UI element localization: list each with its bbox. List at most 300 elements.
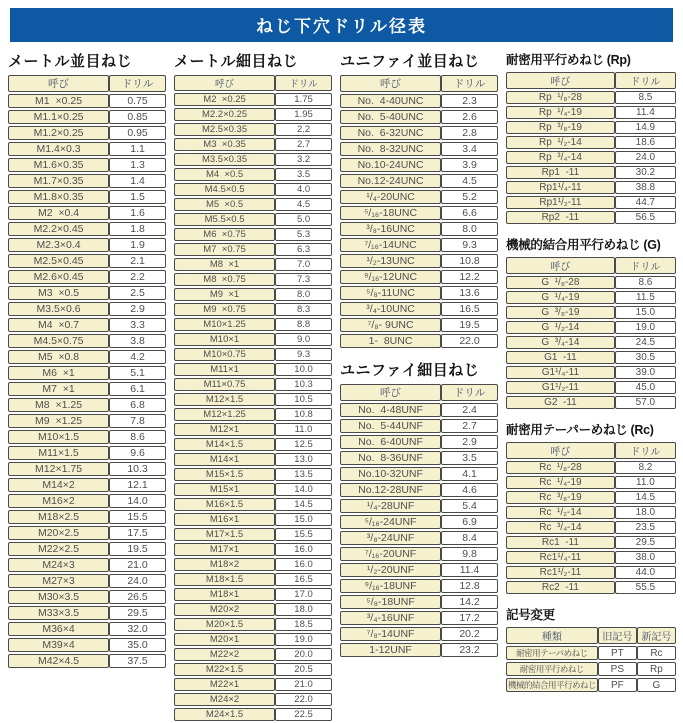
value-cell: 14.5 [275, 498, 332, 511]
thread-designation-cell: M2.5×0.35 [174, 123, 275, 136]
table-row [174, 303, 332, 316]
thread-designation-cell: M18×1 [174, 588, 275, 601]
value-cell: 2.2 [109, 270, 166, 284]
thread-designation-cell: G1¹/₄-11 [506, 366, 615, 379]
table-row [340, 126, 498, 140]
table-row [8, 222, 166, 236]
thread-designation-cell: M8 ×1 [174, 258, 275, 271]
table-row [8, 94, 166, 108]
value-cell: 8.8 [275, 318, 332, 331]
value-cell: 6.9 [441, 515, 498, 529]
value-cell: 10.8 [441, 254, 498, 268]
thread-designation-cell: M11×1 [174, 363, 275, 376]
value-cell: 18.0 [615, 506, 676, 519]
table-row [506, 211, 676, 224]
value-cell: 44.0 [615, 566, 676, 579]
table-row [174, 318, 332, 331]
table-row [340, 643, 498, 657]
table-row [8, 206, 166, 220]
value-cell: 2.9 [109, 302, 166, 316]
value-cell: 10.5 [275, 393, 332, 406]
table-row [8, 494, 166, 508]
thread-designation-cell: M9 ×0.75 [174, 303, 275, 316]
table-header-row [506, 72, 676, 89]
thread-designation-cell: M22×2 [174, 648, 275, 661]
value-cell: 0.75 [109, 94, 166, 108]
table-row [174, 138, 332, 151]
value-cell: 1.1 [109, 142, 166, 156]
value-cell: 15.0 [275, 513, 332, 526]
section-title-metric-fine: メートル細目ねじ [174, 53, 299, 70]
thread-designation-cell: M2.2×0.45 [8, 222, 109, 236]
value-cell: 18.5 [275, 618, 332, 631]
thread-designation-cell: M8 ×0.75 [174, 273, 275, 286]
thread-designation-cell: M14×1 [174, 453, 275, 466]
thread-designation-cell: M3.5×0.6 [8, 302, 109, 316]
value-cell: 13.5 [275, 468, 332, 481]
value-cell: 9.6 [109, 446, 166, 460]
value-cell: 19.0 [275, 633, 332, 646]
column-pipe-threads [506, 47, 676, 694]
table-row [8, 478, 166, 492]
value-cell: 3.8 [109, 334, 166, 348]
value-cell: 7.3 [275, 273, 332, 286]
thread-designation-cell: Rp ³/₄-14 [506, 151, 615, 164]
value-cell: 4.5 [441, 174, 498, 188]
thread-designation-cell: ⁵/₈-18UNF [340, 595, 441, 609]
table-row [340, 531, 498, 545]
value-cell: 55.5 [615, 581, 676, 594]
table-row [8, 190, 166, 204]
thread-designation-cell: M6 ×0.75 [174, 228, 275, 241]
thread-designation-cell: M1 ×0.25 [8, 94, 109, 108]
table-row [506, 491, 676, 504]
thread-designation-cell: M12×1 [174, 423, 275, 436]
value-cell: 14.0 [275, 483, 332, 496]
table-row [506, 351, 676, 364]
value-cell: 16.0 [275, 558, 332, 571]
value-cell: 15.0 [615, 306, 676, 319]
table-row [8, 638, 166, 652]
thread-designation-cell: M16×1.5 [174, 498, 275, 511]
thread-designation-cell: No.12-24UNC [340, 174, 441, 188]
table-row [174, 648, 332, 661]
value-cell: 14.5 [615, 491, 676, 504]
thread-designation-cell: Rp ¹/₄-19 [506, 106, 615, 119]
table-row [8, 126, 166, 140]
thread-designation-cell: M11×1.5 [8, 446, 109, 460]
value-cell: 8.6 [615, 276, 676, 289]
value-cell: 56.5 [615, 211, 676, 224]
table-row [340, 94, 498, 108]
table-row [174, 468, 332, 481]
table-row [340, 174, 498, 188]
table-row [340, 190, 498, 204]
value-cell: 45.0 [615, 381, 676, 394]
value-cell: 11.0 [275, 423, 332, 436]
value-cell: 2.5 [109, 286, 166, 300]
thread-designation-cell: 機械的結合用平行めねじ [508, 680, 597, 690]
table-row [340, 110, 498, 124]
table-row [8, 462, 166, 476]
thread-designation-cell: Rc1¹/₂-11 [506, 566, 615, 579]
value-cell: 11.4 [615, 106, 676, 119]
thread-designation-cell: M3 ×0.35 [174, 138, 275, 151]
thread-designation-cell: M36×4 [8, 622, 109, 636]
column-header: ドリル [275, 75, 332, 91]
section-title-unified-coarse: ユニファイ並目ねじ [340, 53, 480, 70]
table-row [506, 396, 676, 409]
value-cell: 3.9 [441, 158, 498, 172]
value-cell: 26.5 [109, 590, 166, 604]
value-cell: 8.0 [275, 288, 332, 301]
column-header: 呼び [506, 442, 615, 459]
table-row [174, 708, 332, 721]
table-row [506, 321, 676, 334]
table-row [8, 366, 166, 380]
table-row [506, 662, 676, 676]
table-row [506, 91, 676, 104]
thread-designation-cell: ³/₈-24UNF [340, 531, 441, 545]
thread-designation-cell: M4 ×0.7 [8, 318, 109, 332]
table-row [8, 414, 166, 428]
data-table [8, 73, 166, 670]
table-row [8, 238, 166, 252]
table-row [340, 403, 498, 417]
value-cell: 14.9 [615, 121, 676, 134]
table-row [174, 228, 332, 241]
column-header: 呼び [174, 75, 275, 91]
value-cell: 38.8 [615, 181, 676, 194]
value-cell: 17.0 [275, 588, 332, 601]
thread-designation-cell: M1.4×0.3 [8, 142, 109, 156]
value-cell: 8.4 [441, 531, 498, 545]
thread-designation-cell: 1- 8UNC [340, 334, 441, 348]
table-row [340, 435, 498, 449]
thread-designation-cell: ⁹/₁₆-12UNC [340, 270, 441, 284]
thread-designation-cell: M9 ×1 [174, 288, 275, 301]
table-row [8, 158, 166, 172]
value-cell: 5.4 [441, 499, 498, 513]
thread-designation-cell: Rc1¹/₄-11 [506, 551, 615, 564]
table-row [174, 588, 332, 601]
thread-designation-cell: 1-12UNF [340, 643, 441, 657]
table-row [340, 451, 498, 465]
value-cell: 5.2 [441, 190, 498, 204]
table-row [506, 336, 676, 349]
table-row [174, 528, 332, 541]
thread-designation-cell: G ¹/₂-14 [506, 321, 615, 334]
thread-designation-cell: M22×2.5 [8, 542, 109, 556]
table-row [340, 222, 498, 236]
value-cell: 18.0 [275, 603, 332, 616]
table-row [174, 93, 332, 106]
value-cell: 21.0 [109, 558, 166, 572]
thread-designation-cell: M5 ×0.5 [174, 198, 275, 211]
thread-designation-cell: ⁷/₈- 9UNC [340, 318, 441, 332]
thread-designation-cell: M15×1 [174, 483, 275, 496]
thread-designation-cell: M16×1 [174, 513, 275, 526]
thread-designation-cell: M8 ×1.25 [8, 398, 109, 412]
thread-designation-cell: M2.3×0.4 [8, 238, 109, 252]
thread-designation-cell: M24×1.5 [174, 708, 275, 721]
rp-table [506, 70, 676, 226]
thread-designation-cell: M4 ×0.5 [174, 168, 275, 181]
table-row [340, 254, 498, 268]
column-header: ドリル [615, 442, 676, 459]
thread-designation-cell: M2.2×0.25 [174, 108, 275, 121]
thread-designation-cell: M22×1.5 [174, 663, 275, 676]
table-row [340, 318, 498, 332]
thread-designation-cell: M4.5×0.75 [8, 334, 109, 348]
value-cell: 30.5 [615, 351, 676, 364]
table-row [340, 286, 498, 300]
table-row [174, 273, 332, 286]
section-title-metric-coarse: メートル並目ねじ [8, 53, 133, 70]
value-cell: 35.0 [109, 638, 166, 652]
thread-designation-cell: No. 5-40UNC [340, 110, 441, 124]
value-cell: 19.5 [441, 318, 498, 332]
value-cell: PT [598, 646, 637, 660]
value-cell: 44.7 [615, 196, 676, 209]
column-header: ドリル [441, 75, 498, 92]
table-row [174, 408, 332, 421]
thread-designation-cell: M1.7×0.35 [8, 174, 109, 188]
value-cell: 22.5 [275, 708, 332, 721]
column-header: ドリル [441, 384, 498, 401]
thread-designation-cell: Rc ³/₄-14 [506, 521, 615, 534]
table-row [8, 510, 166, 524]
thread-designation-cell: Rc1 -11 [506, 536, 615, 549]
table-row [8, 382, 166, 396]
thread-designation-cell: M14×1.5 [174, 438, 275, 451]
table-row [340, 483, 498, 497]
thread-designation-cell: No. 6-40UNF [340, 435, 441, 449]
thread-designation-cell: M4.5×0.5 [174, 183, 275, 196]
table-row [340, 419, 498, 433]
table-row [174, 213, 332, 226]
value-cell: 1.3 [109, 158, 166, 172]
table-row [174, 393, 332, 406]
value-cell: 30.2 [615, 166, 676, 179]
thread-designation-cell: ⁵/₁₆-18UNC [340, 206, 441, 220]
table-row [506, 566, 676, 579]
table-row [506, 476, 676, 489]
table-row [174, 513, 332, 526]
value-cell: 57.0 [615, 396, 676, 409]
table-row [8, 110, 166, 124]
thread-designation-cell: Rp ³/₈-19 [506, 121, 615, 134]
value-cell: 10.3 [275, 378, 332, 391]
value-cell: 22.0 [441, 334, 498, 348]
thread-designation-cell: M2.6×0.45 [8, 270, 109, 284]
table-row [174, 663, 332, 676]
value-cell: 1.75 [275, 93, 332, 106]
value-cell: 10.0 [275, 363, 332, 376]
table-row [174, 258, 332, 271]
column-header: ドリル [615, 257, 676, 274]
value-cell: 2.7 [441, 419, 498, 433]
thread-designation-cell: M27×3 [8, 574, 109, 588]
value-cell: 8.3 [275, 303, 332, 316]
thread-designation-cell: G ¹/₄-19 [506, 291, 615, 304]
value-cell: 7.0 [275, 258, 332, 271]
value-cell: 2.3 [441, 94, 498, 108]
table-row [506, 151, 676, 164]
table-row [174, 243, 332, 256]
section-title-symbol-change: 記号変更 [506, 608, 555, 622]
value-cell: PF [598, 678, 637, 692]
value-cell: 0.85 [109, 110, 166, 124]
column-header: 種類 [506, 627, 598, 644]
table-row [8, 542, 166, 556]
column-header: 呼び [340, 384, 441, 401]
thread-designation-cell: No.10-32UNF [340, 467, 441, 481]
table-row [340, 142, 498, 156]
unified-coarse-table [340, 73, 498, 350]
thread-designation-cell: M10×0.75 [174, 348, 275, 361]
table-row [174, 423, 332, 436]
rc-table [506, 440, 676, 596]
table-row [8, 446, 166, 460]
thread-designation-cell: M22×1 [174, 678, 275, 691]
value-cell: 3.3 [109, 318, 166, 332]
thread-designation-cell: M7 ×1 [8, 382, 109, 396]
table-row [340, 595, 498, 609]
value-cell: 4.2 [109, 350, 166, 364]
thread-designation-cell: M7 ×0.75 [174, 243, 275, 256]
value-cell: 1.4 [109, 174, 166, 188]
column-metric-fine [174, 47, 332, 723]
value-cell: 1.95 [275, 108, 332, 121]
value-cell: 2.6 [441, 110, 498, 124]
thread-designation-cell: 耐密用平行めねじ [506, 662, 598, 676]
table-row [340, 467, 498, 481]
table-header-row [506, 257, 676, 274]
value-cell: 6.6 [441, 206, 498, 220]
thread-designation-cell: G ¹/₈-28 [506, 276, 615, 289]
table-columns-container [0, 47, 683, 723]
thread-designation-cell: No. 6-32UNC [340, 126, 441, 140]
table-row [8, 606, 166, 620]
value-cell: 18.6 [615, 136, 676, 149]
thread-designation-cell: M12×1.25 [174, 408, 275, 421]
table-row [8, 654, 166, 668]
thread-designation-cell: ¹/₂-20UNF [340, 563, 441, 577]
thread-designation-cell: M24×2 [174, 693, 275, 706]
table-row [174, 603, 332, 616]
table-row [340, 499, 498, 513]
table-row [174, 498, 332, 511]
table-row [174, 348, 332, 361]
table-row [174, 633, 332, 646]
value-cell: 24.5 [615, 336, 676, 349]
table-row [174, 453, 332, 466]
thread-designation-cell: G ³/₄-14 [506, 336, 615, 349]
thread-designation-cell: No. 4-48UNF [340, 403, 441, 417]
value-cell: G [637, 678, 676, 692]
table-row [174, 108, 332, 121]
value-cell: 24.0 [615, 151, 676, 164]
table-row [174, 183, 332, 196]
thread-designation-cell: Rp1 -11 [506, 166, 615, 179]
table-row [8, 574, 166, 588]
value-cell: 16.0 [275, 543, 332, 556]
thread-designation-cell: M39×4 [8, 638, 109, 652]
column-header: 新記号 [637, 627, 676, 644]
thread-designation-cell: G1 -11 [506, 351, 615, 364]
thread-designation-cell: Rp2 -11 [506, 211, 615, 224]
symbol-change-table [506, 625, 676, 694]
page-title: ねじ下穴ドリル径表 [10, 8, 673, 42]
value-cell: 11.0 [615, 476, 676, 489]
thread-designation-cell: M3 ×0.5 [8, 286, 109, 300]
table-row [340, 547, 498, 561]
thread-designation-cell: ³/₄-16UNF [340, 611, 441, 625]
value-cell: 15.5 [275, 528, 332, 541]
thread-designation-cell: M20×2.5 [8, 526, 109, 540]
thread-designation-cell: Rp ¹/₂-14 [506, 136, 615, 149]
table-row [8, 334, 166, 348]
thread-designation-cell: M17×1.5 [174, 528, 275, 541]
value-cell: 8.0 [441, 222, 498, 236]
table-row [8, 350, 166, 364]
data-table [506, 255, 676, 411]
value-cell: 29.5 [109, 606, 166, 620]
thread-designation-cell: M6 ×1 [8, 366, 109, 380]
value-cell: 4.5 [275, 198, 332, 211]
table-row [174, 678, 332, 691]
thread-designation-cell: M18×2.5 [8, 510, 109, 524]
table-row [340, 270, 498, 284]
value-cell: 6.3 [275, 243, 332, 256]
table-row [506, 166, 676, 179]
table-row [340, 206, 498, 220]
thread-designation-cell: Rc ³/₈-19 [506, 491, 615, 504]
thread-designation-cell: M1.8×0.35 [8, 190, 109, 204]
value-cell: 29.5 [615, 536, 676, 549]
value-cell: 0.95 [109, 126, 166, 140]
table-row [8, 318, 166, 332]
table-row [174, 483, 332, 496]
value-cell: 14.0 [109, 494, 166, 508]
table-row [8, 302, 166, 316]
table-row [8, 590, 166, 604]
value-cell: 21.0 [275, 678, 332, 691]
value-cell: 20.0 [275, 648, 332, 661]
data-table [340, 382, 498, 659]
value-cell: 6.8 [109, 398, 166, 412]
table-row [340, 334, 498, 348]
table-row [340, 302, 498, 316]
table-row [340, 611, 498, 625]
section-title-unified-fine: ユニファイ細目ねじ [340, 362, 480, 379]
table-row [340, 158, 498, 172]
value-cell: 12.5 [275, 438, 332, 451]
thread-designation-cell: M42×4.5 [8, 654, 109, 668]
column-header: 呼び [506, 72, 615, 89]
value-cell: 13.0 [275, 453, 332, 466]
thread-designation-cell: ¹/₄-20UNC [340, 190, 441, 204]
thread-designation-cell: 耐密用テーパめねじ [506, 646, 598, 660]
thread-designation-cell: G1¹/₂-11 [506, 381, 615, 394]
value-cell: 1.5 [109, 190, 166, 204]
table-header-row [340, 384, 498, 401]
thread-designation-cell: M20×1.5 [174, 618, 275, 631]
column-header: ドリル [615, 72, 676, 89]
thread-designation-cell: ⁵/₁₆-24UNF [340, 515, 441, 529]
thread-designation-cell: M5.5×0.5 [174, 213, 275, 226]
